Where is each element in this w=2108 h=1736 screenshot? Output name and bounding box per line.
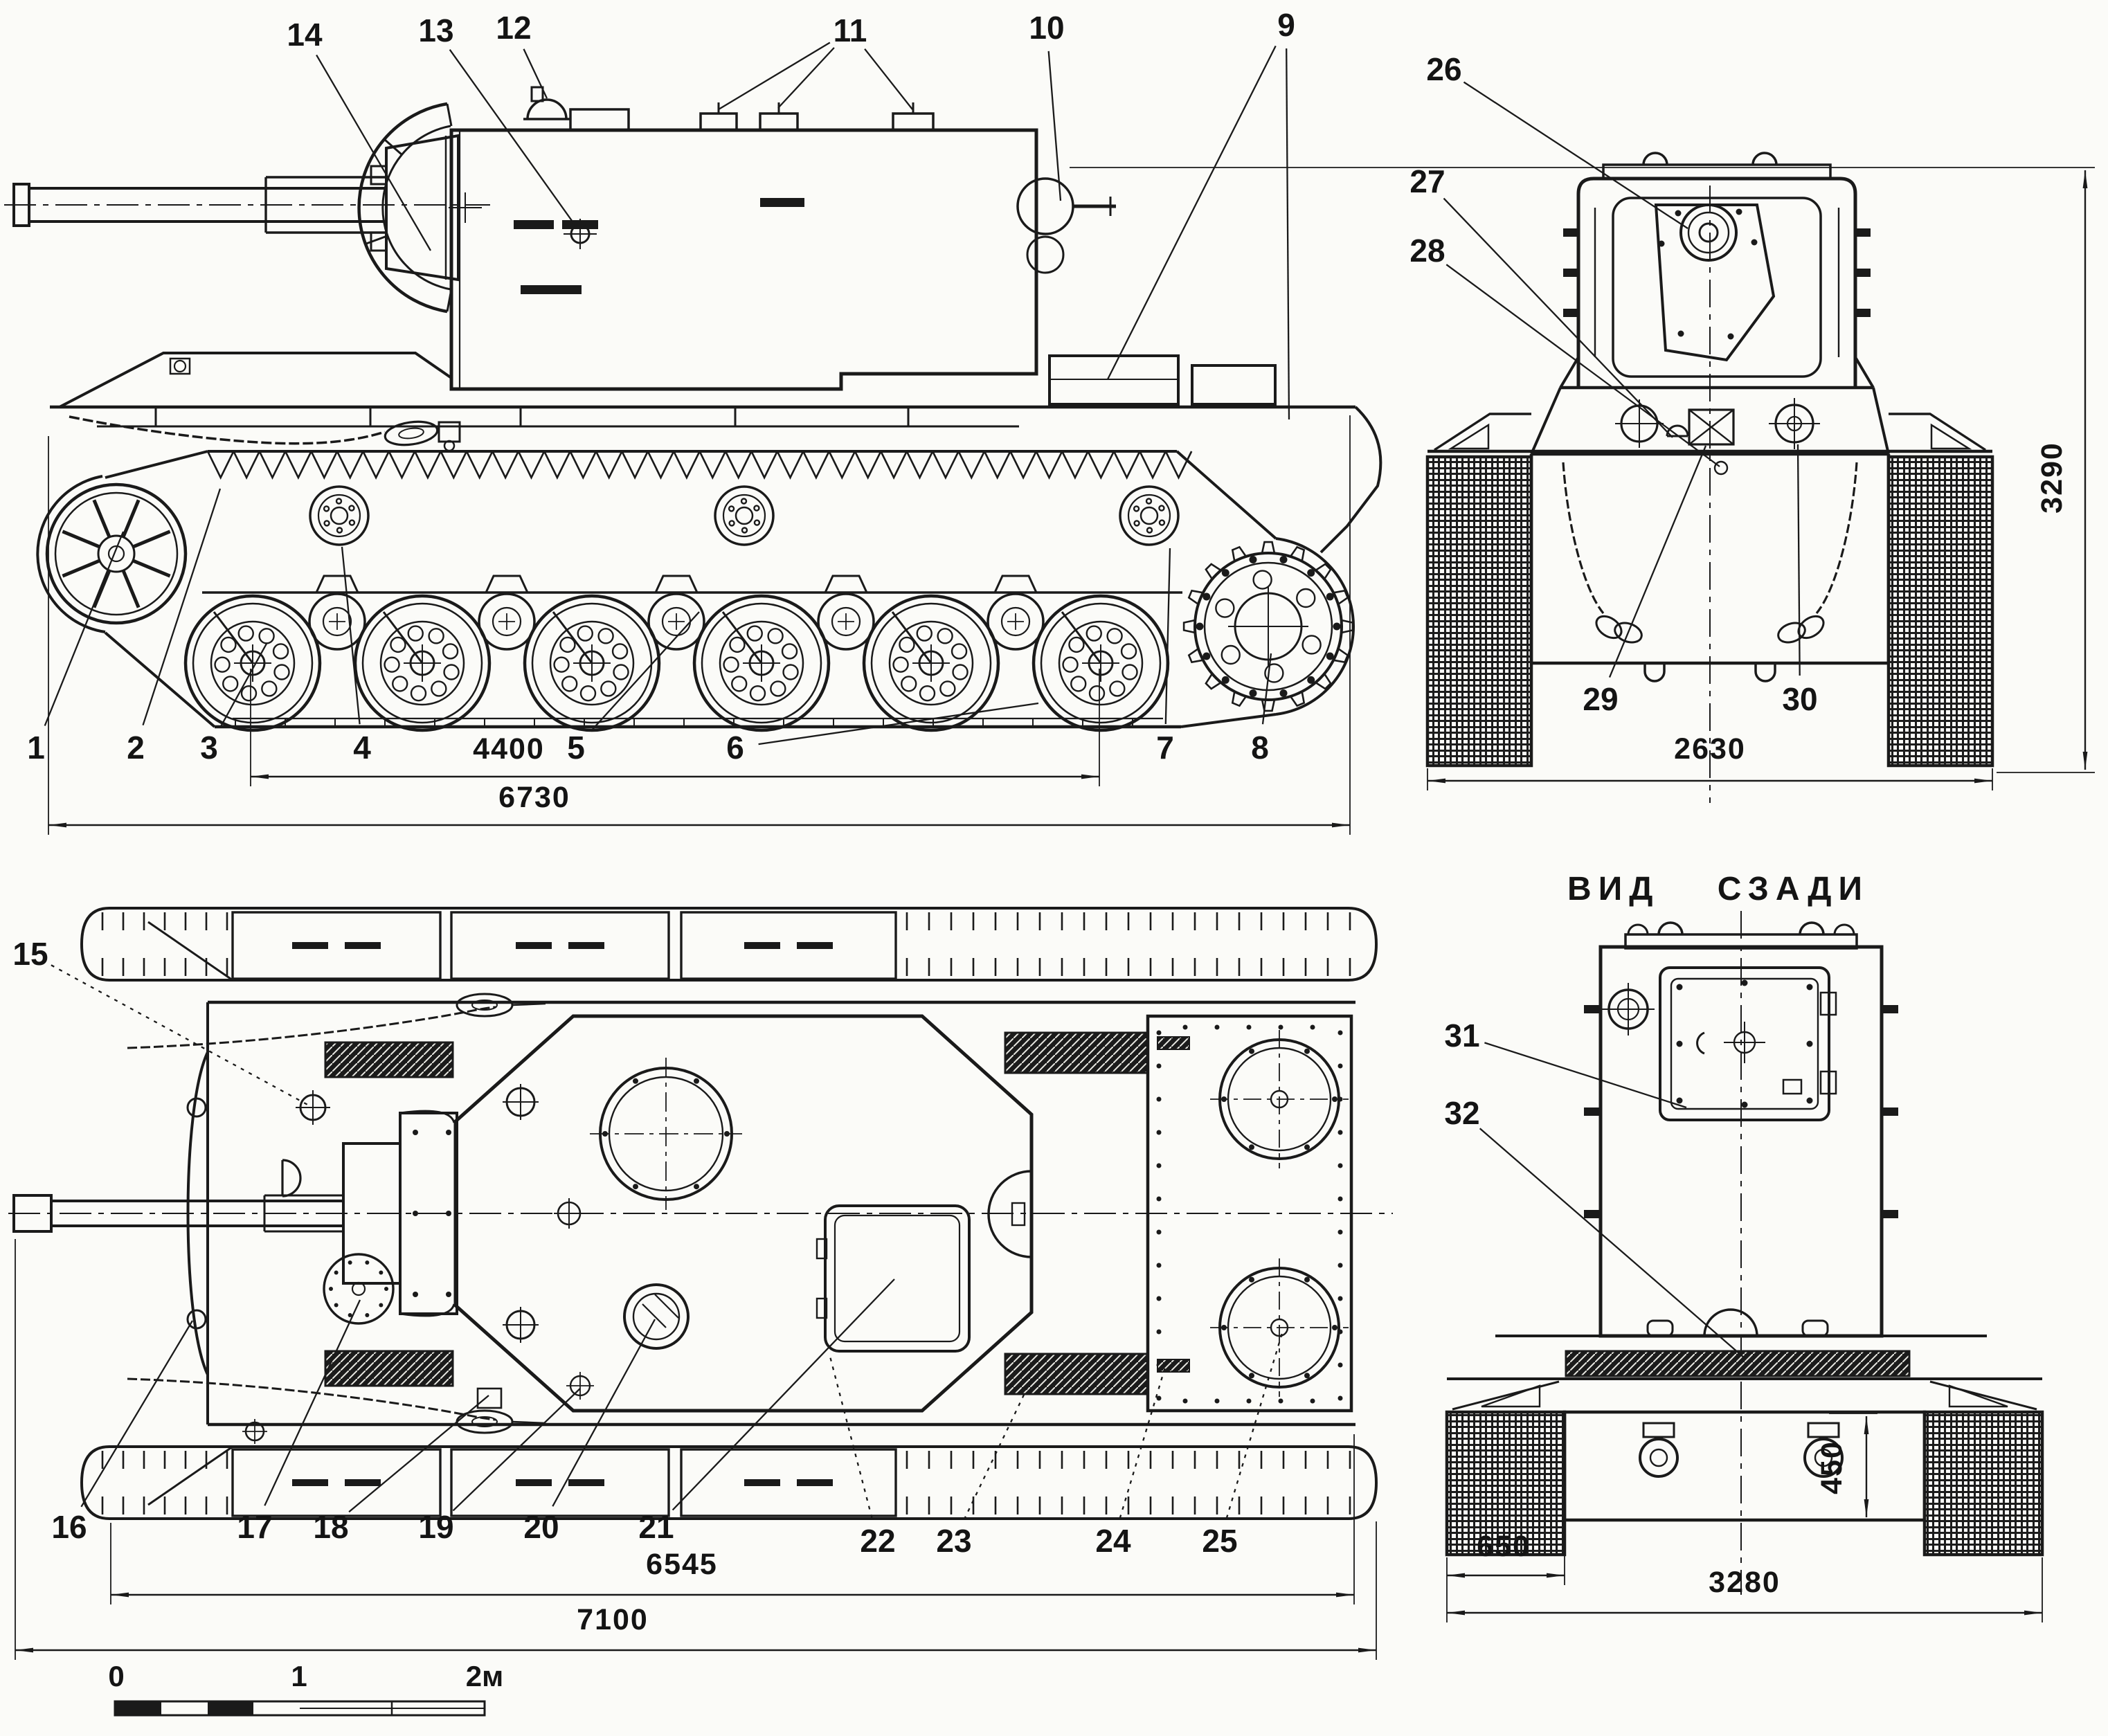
callout-29: 29: [1583, 681, 1619, 717]
callout-26: 26: [1426, 51, 1462, 87]
dim-text-450: 450: [1815, 1440, 1848, 1494]
callout-13: 13: [418, 12, 454, 48]
callout-11: 11: [833, 12, 867, 48]
dim-text-7100: 7100: [577, 1603, 649, 1636]
scale-label-0: 0: [108, 1660, 125, 1692]
callout-21: 21: [638, 1509, 674, 1545]
callout-9: 9: [1277, 7, 1295, 43]
callout-5: 5: [567, 730, 585, 766]
intake-grille: [325, 1042, 453, 1077]
scale-label-1: 1: [291, 1660, 307, 1692]
dim-text-2630: 2630: [1674, 732, 1746, 766]
callout-22: 22: [860, 1523, 896, 1559]
vision-slit: [521, 285, 582, 294]
dim-text-6545: 6545: [646, 1548, 718, 1581]
engine-louvre: [1005, 1033, 1148, 1073]
callout-31: 31: [1444, 1018, 1480, 1054]
callout-1: 1: [27, 730, 45, 766]
dim-text-650: 650: [1477, 1530, 1531, 1563]
track-front-left: [1427, 457, 1531, 766]
callout-7: 7: [1156, 730, 1174, 766]
dim-text-4400: 4400: [473, 732, 545, 766]
dim-text-6730: 6730: [498, 781, 570, 814]
dim-text-3280: 3280: [1709, 1566, 1781, 1599]
callout-23: 23: [936, 1523, 972, 1559]
callout-18: 18: [313, 1509, 349, 1545]
callout-4: 4: [353, 730, 371, 766]
callout-8: 8: [1251, 730, 1269, 766]
callout-17: 17: [237, 1509, 273, 1545]
callout-24: 24: [1095, 1523, 1131, 1559]
vision-slit: [760, 198, 804, 207]
callout-14: 14: [287, 17, 323, 53]
track-front-right: [1889, 457, 1992, 766]
callout-15: 15: [12, 936, 48, 972]
callout-12: 12: [496, 10, 532, 46]
callout-20: 20: [523, 1509, 559, 1545]
callout-16: 16: [51, 1509, 87, 1545]
vision-slit: [514, 220, 554, 229]
callout-28: 28: [1409, 233, 1445, 269]
scale-label-2м: 2м: [465, 1660, 504, 1692]
rear-view-title: ВИД СЗАДИ: [1567, 871, 1869, 907]
callout-2: 2: [127, 730, 145, 766]
track-rear-right: [1925, 1412, 2042, 1555]
exhaust-louvre: [1566, 1351, 1909, 1376]
callout-30: 30: [1782, 681, 1818, 717]
intake-grille: [325, 1351, 453, 1386]
callout-10: 10: [1029, 10, 1065, 46]
callout-19: 19: [418, 1509, 454, 1545]
callout-27: 27: [1409, 163, 1445, 199]
callout-6: 6: [726, 730, 744, 766]
callout-25: 25: [1202, 1523, 1238, 1559]
dim-text-3290: 3290: [2035, 442, 2069, 514]
callout-32: 32: [1444, 1095, 1480, 1131]
callout-3: 3: [200, 730, 218, 766]
